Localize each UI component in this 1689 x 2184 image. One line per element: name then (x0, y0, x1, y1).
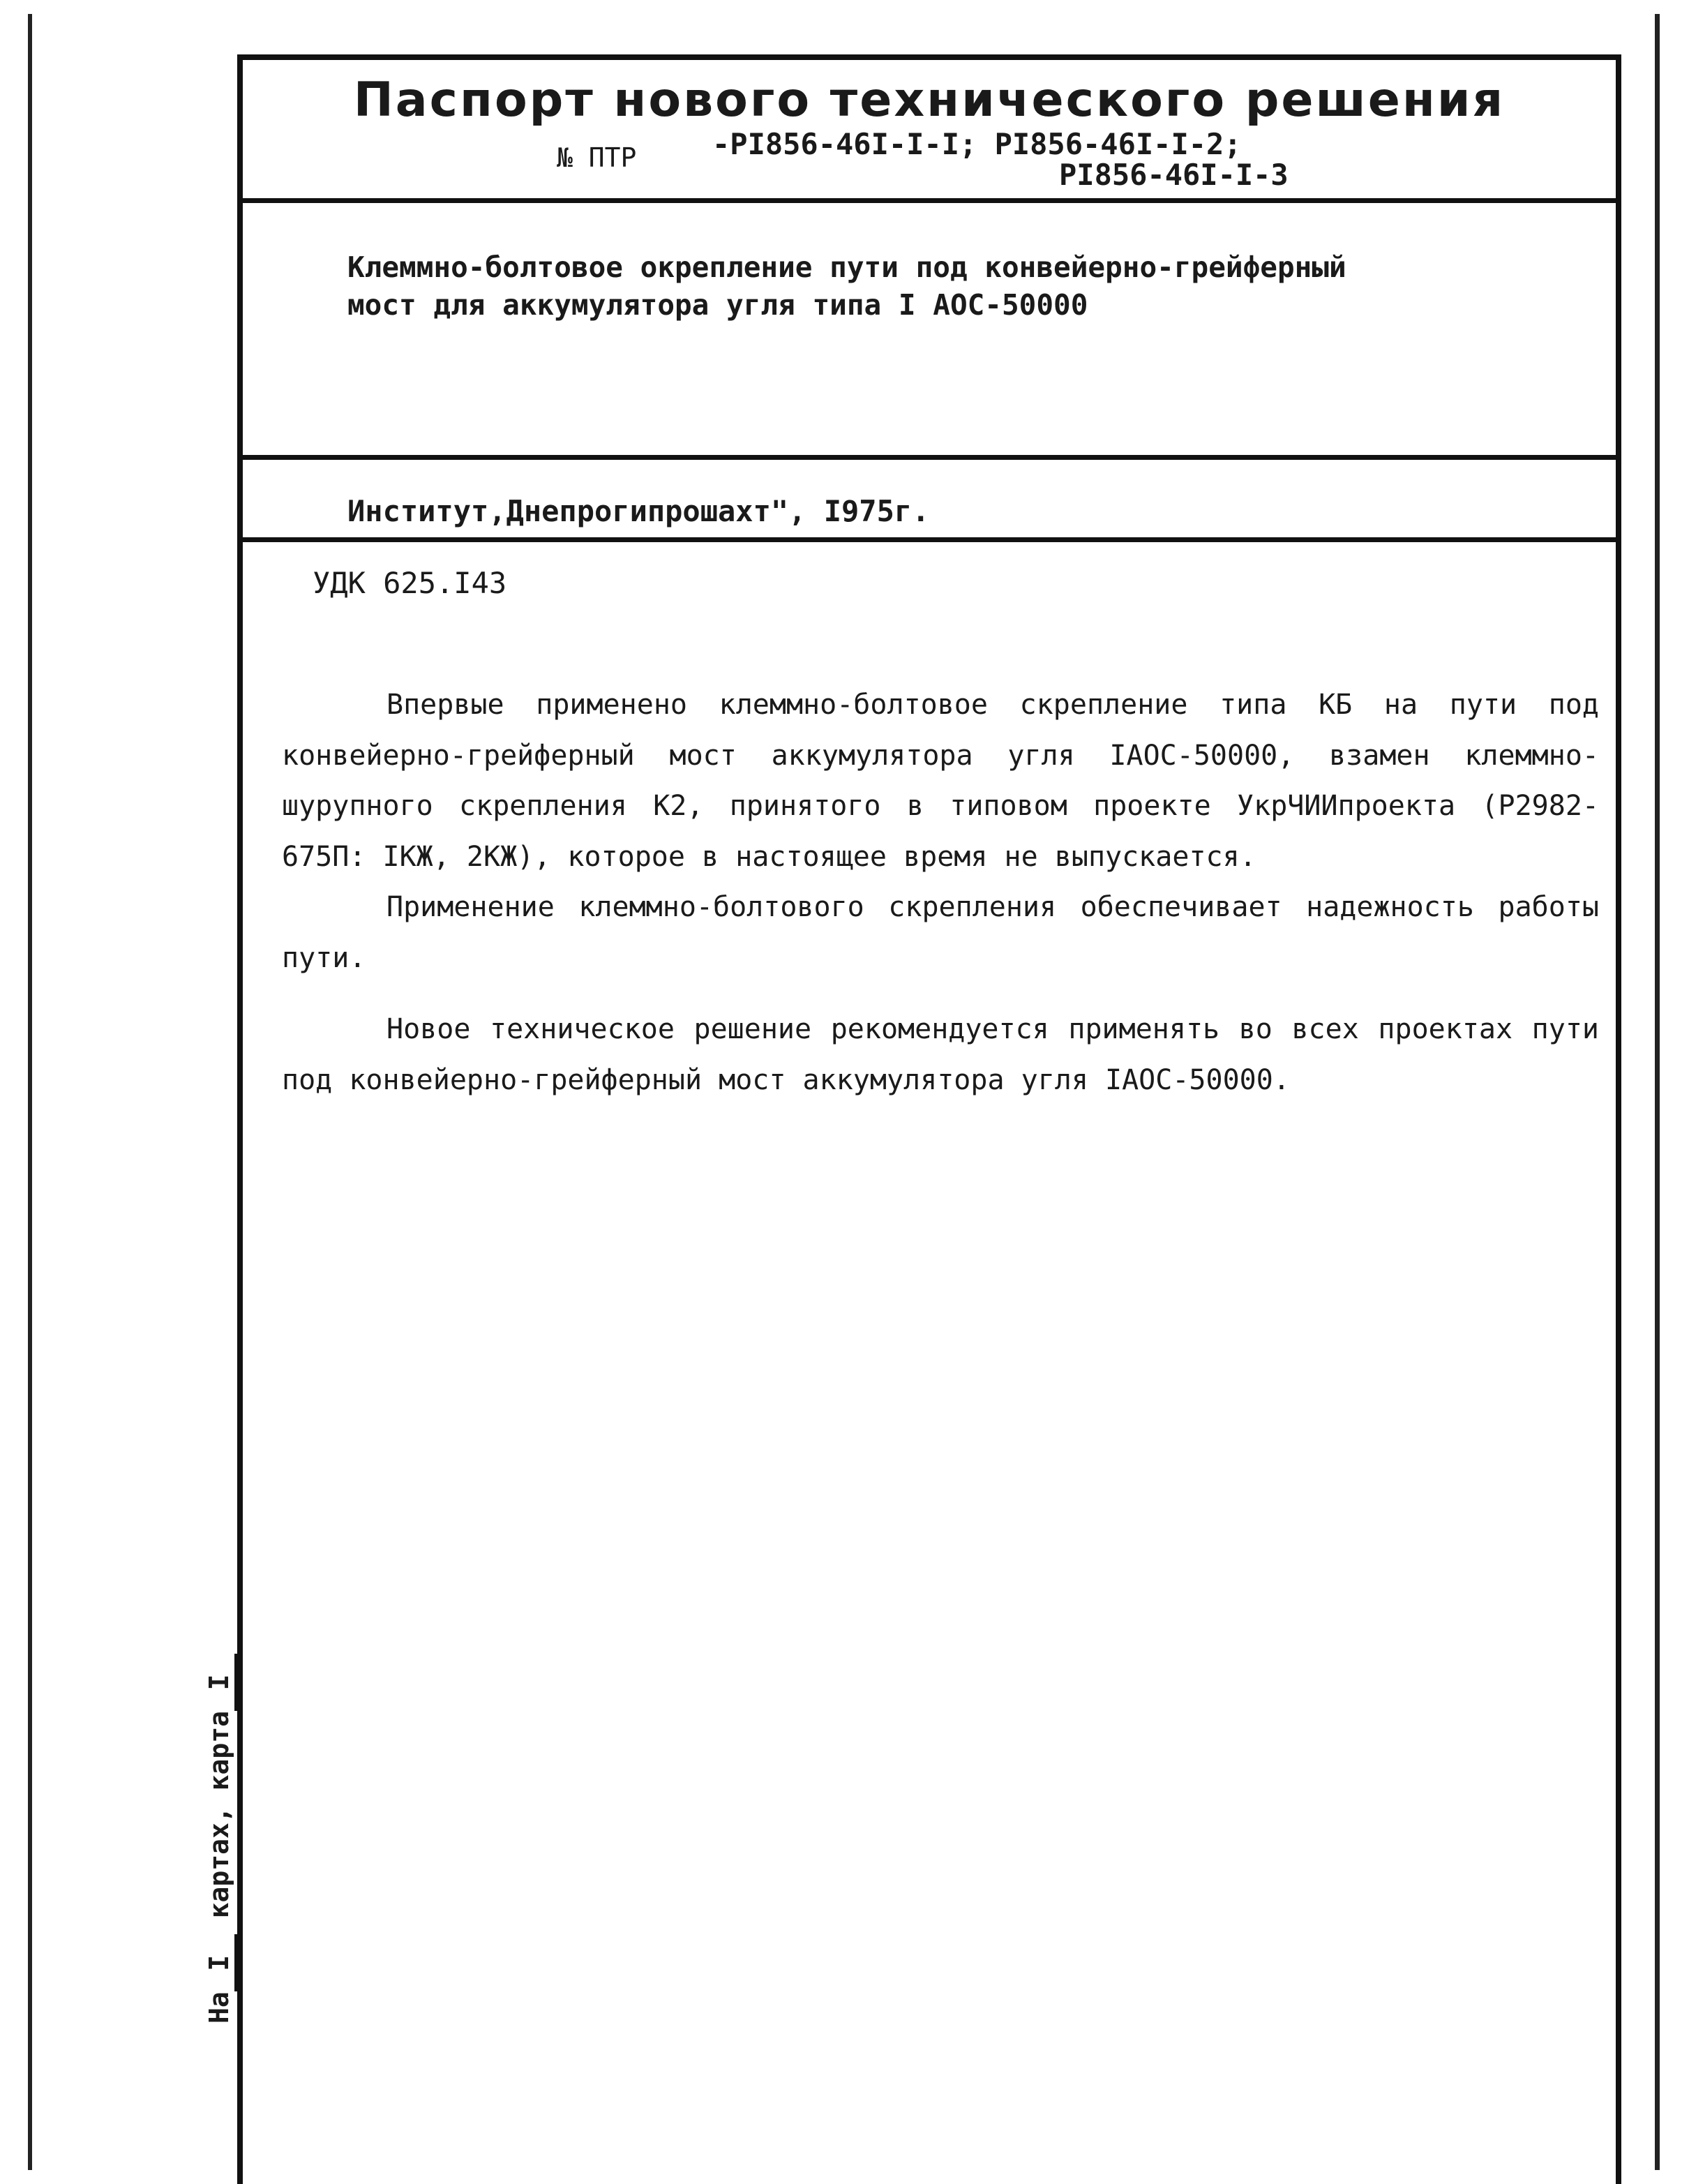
body-text (282, 680, 1599, 1105)
institute-line: Институт,Днепрогипрошахт", I975г. (347, 494, 930, 528)
right-edge-line (1655, 14, 1660, 2170)
udk-code: УДК 625.I43 (313, 566, 507, 600)
cards-total: I (204, 1934, 237, 1991)
divider-institute (243, 537, 1616, 542)
subject-title: Клеммно-болтовое окрепление пути под конвейерно-грейферный мост для аккумулятора угля типа I АОС-50000 (347, 250, 1346, 322)
paragraph-3: Новое техническое решение рекомендуется применять во всех проектах пути под конвейерно-грейферный мост аккумулятора угля IАОС-50000. (282, 1013, 1599, 1096)
ptr-number-line-1: -PI856-46I-I-I; PI856-46I-I-2; (712, 127, 1242, 161)
divider-subject (243, 455, 1616, 460)
passport-form-frame (237, 54, 1621, 2184)
card-note-middle: картах, карта (204, 1710, 234, 1919)
card-note-prefix: На (204, 1991, 234, 2024)
document-title: Паспорт нового технического решения (353, 73, 1506, 128)
card-count-note (204, 1654, 237, 2024)
divider-header (243, 198, 1616, 203)
paragraph-1: Впервые применено клеммно-болтовое скрепление типа КБ на пути под конвейерно-грейферный мост аккумулятора угля IАОС-50000, взамен клеммно-шурупного скрепления К2, принятого в типовом проекте УкрЧИИпроекта (Р2982-675П: IКЖ, 2КЖ), которое в настоящее время не выпускается. (282, 689, 1599, 873)
left-edge-line (28, 14, 32, 2170)
number-label: № ПТР (557, 142, 637, 173)
ptr-number-line-2: PI856-46I-I-3 (1059, 158, 1289, 192)
card-number: I (204, 1654, 237, 1711)
paragraph-2: Применение клеммно-болтового скрепления обеспечивает надежность работы пути. (282, 891, 1599, 974)
